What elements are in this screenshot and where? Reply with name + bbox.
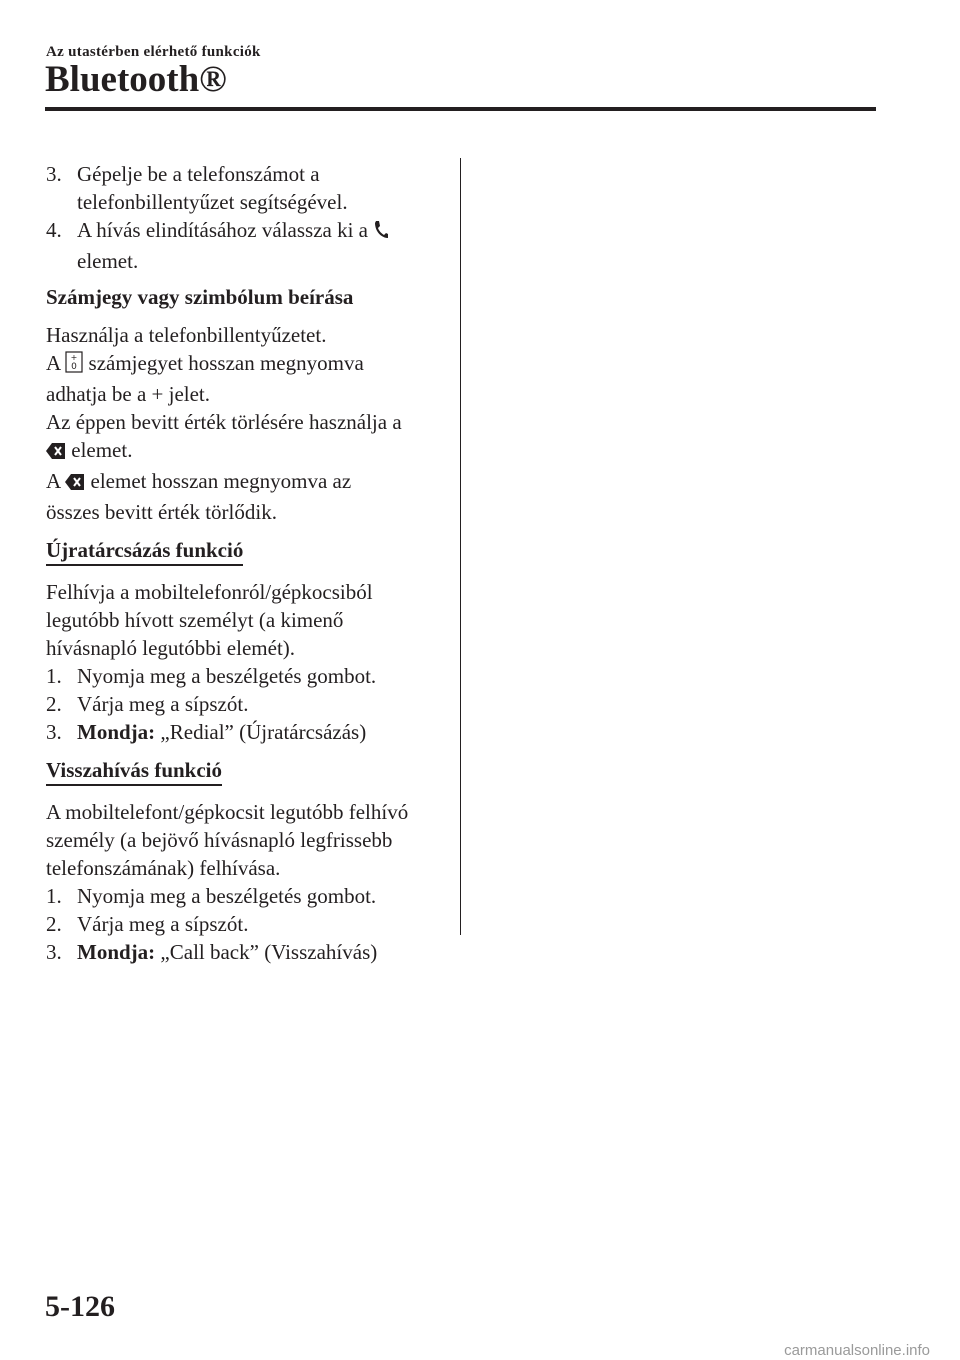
- watermark-link[interactable]: carmanualsonline.info: [784, 1342, 930, 1359]
- paragraph: Az éppen bevitt érték törlésére használja a: [46, 410, 402, 434]
- section-heading-digit: Számjegy vagy szimbólum beírása: [46, 285, 354, 309]
- column-divider: [460, 158, 461, 935]
- list-item: [46, 216, 446, 275]
- title-rule: [45, 107, 876, 111]
- paragraph: telefonszámának) felhívása.: [46, 856, 281, 880]
- list-item: 3. Mondja: „Call back” (Visszahívás): [46, 940, 378, 964]
- step-number: 3.: [46, 162, 62, 186]
- page-title: Bluetooth®: [45, 59, 227, 100]
- paragraph: hívásnapló legutóbbi elemét).: [46, 636, 296, 660]
- step-text: telefonbillentyűzet segítségével.: [77, 190, 348, 214]
- main-column: [46, 160, 446, 966]
- backspace-delete-icon: [65, 470, 85, 498]
- list-item: 2. Várja meg a sípszót.: [46, 912, 249, 936]
- backspace-delete-icon: [46, 439, 66, 467]
- paragraph: legutóbb hívott személyt (a kimenő: [46, 608, 344, 632]
- breadcrumb: Az utastérben elérhető funkciók: [46, 44, 261, 60]
- paragraph: adhatja be a + jelet.: [46, 382, 211, 406]
- paragraph: személy (a bejövő hívásnapló legfrissebb: [46, 828, 393, 852]
- step-text: elemet.: [77, 249, 139, 273]
- step-text: A hívás elindításához válassza ki a: [77, 218, 368, 242]
- svg-text:0: 0: [71, 362, 78, 372]
- list-item: 3. Mondja: „Redial” (Újratárcsázás): [46, 720, 367, 744]
- step-number: 4.: [46, 218, 62, 242]
- say-label: Mondja:: [77, 940, 156, 964]
- paragraph: A mobiltelefont/gépkocsit legutóbb felhívó: [46, 800, 409, 824]
- paragraph: A + 0 számjegyet hosszan megnyomva: [46, 349, 446, 380]
- section-heading-callback: Visszahívás funkció: [46, 757, 222, 786]
- zero-plus-key-icon: [65, 351, 83, 380]
- section-heading-redial: Újratárcsázás funkció: [46, 537, 243, 566]
- list-item: 1. Nyomja meg a beszélgetés gombot.: [46, 664, 377, 688]
- list-item: 1. Nyomja meg a beszélgetés gombot.: [46, 884, 377, 908]
- list-item: [46, 160, 446, 216]
- paragraph: Felhívja a mobiltelefonról/gépkocsiból: [46, 580, 373, 604]
- list-item: 2. Várja meg a sípszót.: [46, 692, 249, 716]
- phone-handset-icon: [373, 219, 389, 247]
- page-number: 5-126: [45, 1290, 115, 1323]
- say-label: Mondja:: [77, 720, 156, 744]
- step-text: Gépelje be a telefonszámot a: [77, 162, 320, 186]
- paragraph: A elemet hosszan megnyomva az: [46, 467, 446, 498]
- paragraph: elemet.: [46, 436, 446, 467]
- svg-text:+: +: [70, 353, 78, 362]
- paragraph: Használja a telefonbillentyűzetet.: [46, 323, 327, 347]
- paragraph: összes bevitt érték törlődik.: [46, 500, 277, 524]
